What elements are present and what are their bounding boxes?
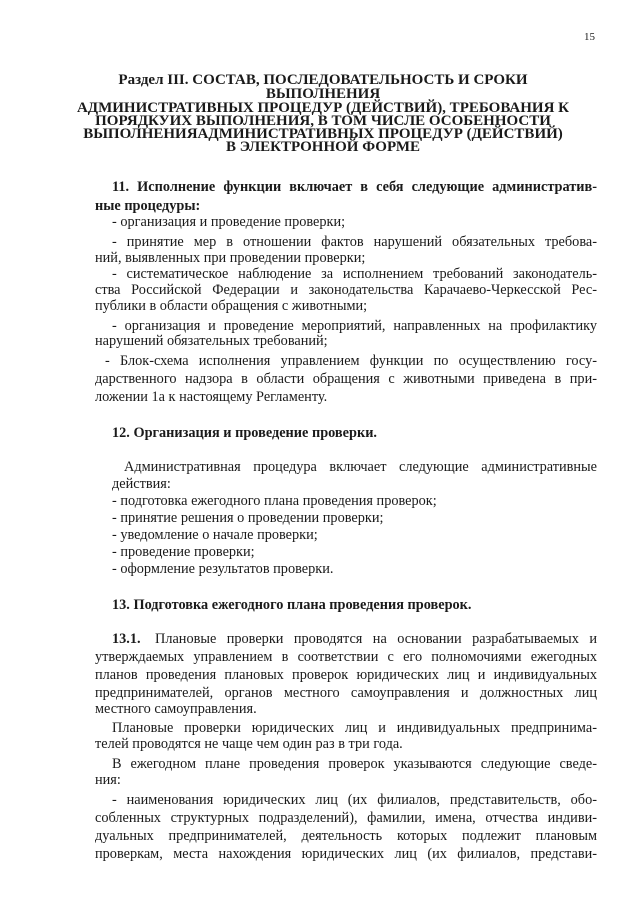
- p11-line: ства Российской Федерации и законодательства Карачаево-Черкесской Рес-: [95, 282, 597, 298]
- p11-heading-line-1: 11. Исполнение функции включает в себя следующие административ-: [112, 179, 597, 195]
- p12-line: - оформление результатов проверки.: [112, 561, 334, 577]
- p11-line: дарственного надзора в области обращения с животными приведена в при-: [95, 371, 597, 387]
- p13-line: планов проведения плановых проверок юридических лиц и индивидуальных: [95, 667, 597, 683]
- p11-line: - систематическое наблюдение за исполнением требований законодатель-: [112, 266, 597, 282]
- p11-line: ложении 1а к настоящему Регламенту.: [95, 389, 328, 405]
- p13-line: Плановые проверки проводятся на основании разрабатываемых и: [155, 631, 597, 647]
- p13-line: - наименования юридических лиц (их филиалов, представительств, обо-: [112, 792, 597, 808]
- p12-line: - уведомление о начале проверки;: [112, 527, 318, 543]
- p11-line: нарушений обязательных требований;: [95, 333, 328, 349]
- p13-line: местного самоуправления.: [95, 701, 257, 717]
- p12-heading: 12. Организация и проведение проверки.: [112, 425, 378, 441]
- section-title-line-2: ВЫПОЛНЕНИЯ: [265, 86, 381, 102]
- p13-line: предпринимателей, органов местного самоуправления и должностных лиц: [95, 685, 597, 701]
- p13-line: В ежегодном плане проведения проверок указываются следующие сведе-: [112, 756, 597, 772]
- p13-line: утверждаемых управлением в соответствии с его полномочиями ежегодных: [95, 649, 597, 665]
- p13-line: дуальных предпринимателей, деятельность которых подлежит плановым: [95, 828, 597, 844]
- p12-line: - проведение проверки;: [112, 544, 255, 560]
- p12-line: - принятие решения о проведении проверки;: [112, 510, 384, 526]
- p11-heading-line-2: ные процедуры:: [95, 198, 201, 214]
- p12-line: - подготовка ежегодного плана проведения проверок;: [112, 493, 437, 509]
- section-title-line-1: Раздел III. СОСТАВ, ПОСЛЕДОВАТЕЛЬНОСТЬ И СРОКИ: [118, 72, 528, 88]
- p11-line: - Блок-схема исполнения управлением функции по осуществлению госу-: [105, 353, 597, 369]
- p11-line: ний, выявленных при проведении проверки;: [95, 250, 366, 266]
- p13-heading: 13. Подготовка ежегодного плана проведения проверок.: [112, 597, 472, 613]
- p12-line: Административная процедура включает следующие административные: [124, 459, 597, 475]
- p11-line: - организация и проведение мероприятий, направленных на профилактику: [112, 318, 597, 334]
- page-number: 15: [584, 31, 595, 43]
- p11-line: - принятие мер в отношении фактов нарушений обязательных требова-: [112, 234, 597, 250]
- p13-subsection-number: 13.1.: [112, 631, 141, 647]
- p13-line: проверкам, места нахождения юридических лиц (их филиалов, представи-: [95, 846, 597, 862]
- p11-line: публики в области обращения с животными;: [95, 298, 368, 314]
- p13-line: Плановые проверки юридических лиц и индивидуальных предпринима-: [112, 720, 597, 736]
- p13-line: собленных структурных подразделений), фамилии, имена, отчества индиви-: [95, 810, 597, 826]
- p11-line: - организация и проведение проверки;: [112, 214, 346, 230]
- section-title-line-4: ПОРЯДКУИХ ВЫПОЛНЕНИЯ, В ТОМ ЧИСЛЕ ОСОБЕННОСТИ: [95, 113, 551, 129]
- p13-line: телей проводятся не чаще чем один раз в три года.: [95, 736, 403, 752]
- section-title-line-3: АДМИНИСТРАТИВНЫХ ПРОЦЕДУР (ДЕЙСТВИЙ), ТРЕБОВАНИЯ К: [76, 100, 570, 116]
- p13-line: ния:: [95, 772, 121, 788]
- section-title-line-6: В ЭЛЕКТРОННОЙ ФОРМЕ: [226, 139, 420, 155]
- section-title-line-5: ВЫПОЛНЕНИЯАДМИНИСТРАТИВНЫХ ПРОЦЕДУР (ДЕЙСТВИЙ): [83, 126, 563, 142]
- p12-line: действия:: [112, 476, 171, 492]
